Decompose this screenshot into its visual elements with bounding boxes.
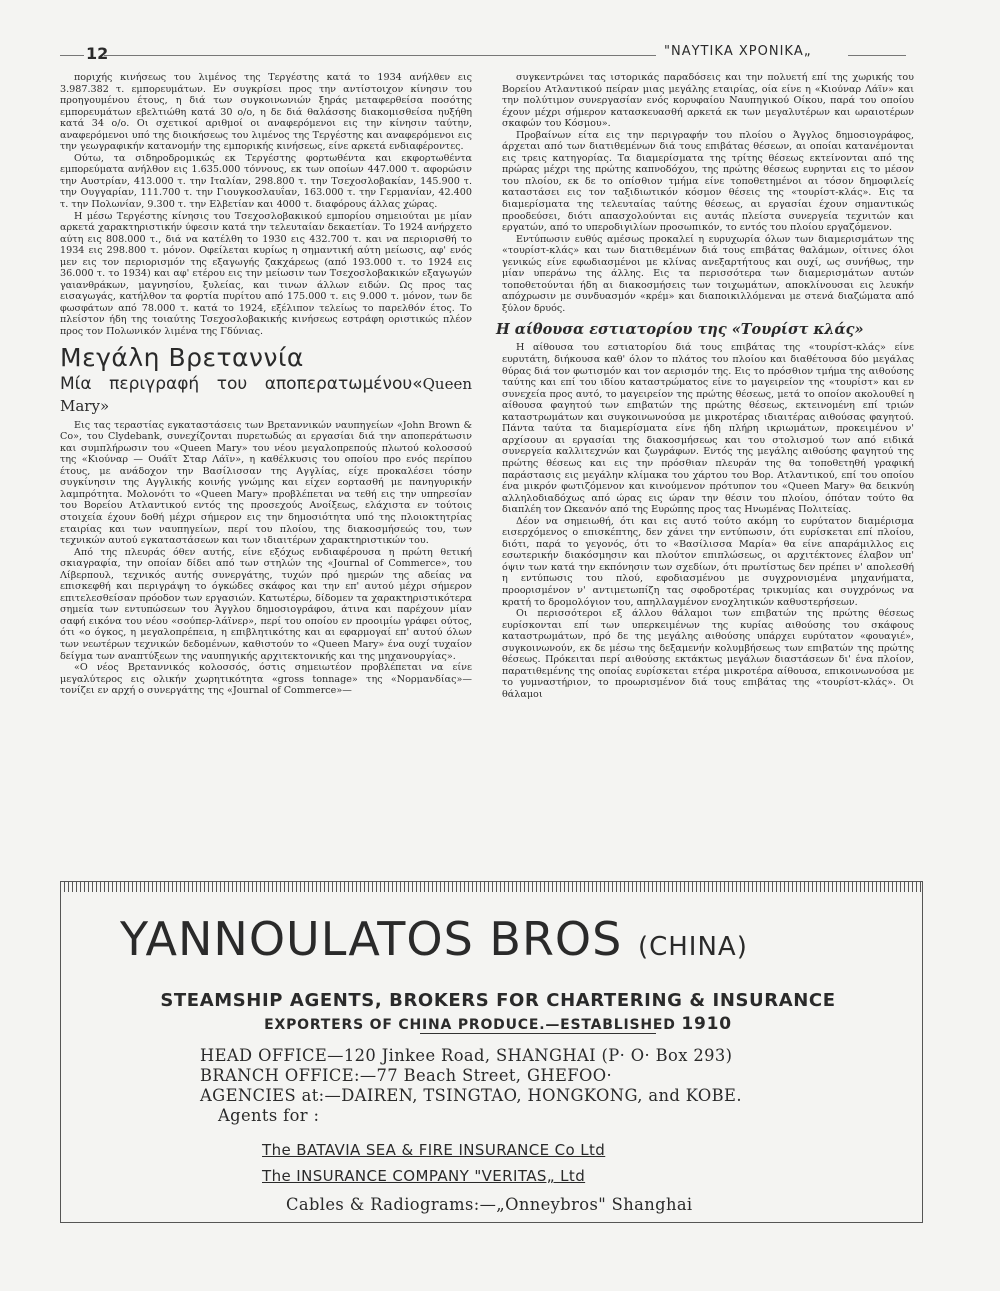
article-paragraph: Προβαίνων είτα εις την περιγραφήν του πλοίου ο Άγγλος δημοσιογράφος, άρχεται από των διατιθεμένων διά τους επιβάτας θέσεων, αι οποίαι κατανέμονται εις τρεις κατηγορίας. Τα διαμερίσματα της τρίτης θέσεως εκτείνονται από της πρώρας μέχρι της πρώτης καπνοδόχου, της πρώτης θέσεως ευρηνται εις το μέσον του πλοίου, εκ δε το οπίσθιον τμήμα είνε τοποθετημένοι αι τόσον δημοφιλείς καταστάσει εις τον ταξιδιωτικόν κόσμον θέσεις της «τουρίστ-κλάς». Εις τα διαμερίσματα της τελευταίας ταύτης θέσεως, αι εργασίαι έχουν σημαντικώς προοδεύσει, διότι απασχολούνται εις αυτάς πλείστα συνεργεία τεχνιτών και εργατών, από το υπεροδιγιλίων προσωπικόν, το εντός του πλοίου εργαζόμενον. [502, 129, 914, 234]
article-paragraph: Οι περισσότεροι εξ άλλου θάλαμοι των επιβατών της πρώτης θέσεως ευρίσκονται επί των υπερκειμένων της κυρίας αιθούσης του σκάφους καταστρωμάτων, πρό δε της μεγάλης αιθούσης υπάρχει ευρύτατον «φουαγιέ», συγκοινωνούν, εκ δε μέσω της δεξαμενήν κολυμβήσεως των επιβατών της πρώτης θέσεως. Πρόκειται περί αιθούσης εκτάκτως μεγάλων διαστάσεων δι' ένα πλοίον, παρατιθεμένης της οποίας ευρίσκεται ετέρα μικροτέρα αίθουσα, επικοινωνούσα με το γυμναστήριον, το προωρισμένον διά τους επιβάτας της «τουρίστ-κλάς». Οι θάλαμοι [502, 608, 914, 700]
ad-agencies: AGENCIES at:—DAIREN, TSINGTAO, HONGKONG, and KOBE. [200, 1086, 742, 1105]
section-subheading [60, 373, 472, 417]
ad-exporters-text: EXPORTERS OF CHINA PRODUCE.—ESTABLISHED [264, 1017, 676, 1033]
journal-title: "ΝΑΥΤΙΚΑ ΧΡΟΝΙΚΑ„ [664, 44, 812, 59]
ad-agents-for: Agents for : [218, 1106, 320, 1125]
section-heading: Μεγάλη Βρεταννία [60, 342, 304, 372]
ad-exporters [88, 1014, 908, 1034]
ad-insurer-veritas: The INSURANCE COMPANY "VERITAS„ Ltd [262, 1167, 586, 1185]
ad-company-suffix: (CHINA) [637, 932, 748, 962]
article-paragraph: Από της πλευράς όθεν αυτής, είνε εξόχως ενδιαφέρουσα η πρώτη θετική σκιαγραφία, την οποίαν δίδει από των στηλών της «Journal of Commerce», του Λίβερπουλ, τεχνικός αυτής συνεργάτης, τυχών πρό ημερών της αδείας να επισκεφθή και περιγράψη το όγκώδες σκάφος και την επ' αυτού μέχρι σήμερον επιτελεσθείσαν πρόοδον των εργασιών. Κατωτέρω, δίδομεν τα χαρακτηριστικότερα σημεία των εντυπώσεων του Άγγλου δημοσιογράφου, άτινα και παρέχουν μίαν σαφή εικόνα του νέου «σούπερ-λάϊνερ», περί του οποίου εν προοιμίω γράφει ούτος, ότι «ο όγκος, η μεγαλοπρέπεια, η επιβλητικότης και αι εφαρμογαί επ' αυτού όλων των νεωτέρων τεχνικών δεδομένων, καθιστούν το «Queen Mary» ένα ουχί τυχαίον δείγμα των αναπτύξεων της ναυπηγικής αρχιτεκτονικής και της μηχανουργίας». [60, 546, 472, 662]
advertisement-stripe-band [60, 881, 923, 892]
header-rule-middle [104, 55, 656, 56]
subheading-ship-name: Queen Mary» [60, 374, 472, 415]
article-paragraph: Η αίθουσα του εστιατορίου διά τους επιβάτας της «τουρίστ-κλάς» είνε ευρυτάτη, διήκουσα καθ' όλον το πλάτος του πλοίου και διαθέτουσα δύο μεγάλας θύρας διά τον φωτισμόν και τον αερισμόν της. Εις το πρόσθιον τμήμα της αιθούσης ταύτης και επί του ιδίου καταστρώματος είνε το μαγειρείον της «τουρίστ» και εν συνεχεία προς αυτό, το μαγειρείον της πρώτης θέσεως, μετά το οποίον ακολουθεί η αίθουσα φαγητού των επιβατών της πρώτης θέσεως, εκτεινομένη επί τριών καταστρωμάτων και συγκοινωνούσα με μικροτέρας ιδιαιτέρας αιθούσας φαγητού. Πάντα ταύτα τα διαμερίσματα είνε ήδη πλήρη ικριωμάτων, προκειμένου ν' αρχίσουν αι εργασίαι της διακοσμήσεως και του στολισμού των από ειδικά συνεργεία καλλιτεχνών και ζωγράφων. Εντός της μεγάλης αιθούσης φαγητού της πρώτης θέσεως και εις την πρόσθιαν πλευράν της θα τοποθετηθή γραφική παράστασις εις μεγάλην κλίμακα του χάρτου του Βορ. Ατλαντικού, επί του οποίου ένα μικρόν φωτιζόμενον και κινούμενον πρότυπον του «Queen Mary» θα δεικνύη αλληλοδιαδόχως από ώρας εις ώραν την θέσιν του πλοίου, όπόταν τούτο θα διαπλέη τον Ωκεανόν από της Ευρώπης προς τας Ηνωμένας Πολιτείας. [502, 342, 914, 516]
page-number: 12 [86, 44, 109, 63]
article-paragraph: Ούτω, τα σιδηροδρομικώς εκ Τεργέστης φορτωθέντα και εκφορτωθέντα εμπορεύματα ανήλθον εις 1.635.000 τόννους, εκ των οποίων 447.000 τ. αφορώσιν την Αυστρίαν, 413.000 τ. την Ιταλίαν, 298.800 τ. την Τσεχοσλοβακίαν, 145.900 τ. την Ουγγαρίαν, 111.700 τ. την Γιουγκοσλαυΐαν, 163.000 τ. την Γερμανίαν, 42.400 τ. την Πολωνίαν, 9.300 τ. την Ελβετίαν και 4000 τ. διαφόρους άλλας χώρας. [60, 152, 472, 211]
subheading-greek: Μία περιγραφή του αποπερατωμένου« [60, 373, 423, 394]
ad-services: STEAMSHIP AGENTS, BROKERS FOR CHARTERING & INSURANCE [160, 990, 836, 1011]
ad-insurer-batavia: The BATAVIA SEA & FIRE INSURANCE Co Ltd [262, 1141, 606, 1159]
article-paragraph: ποριχής κινήσεως του λιμένος της Τεργέστης κατά το 1934 ανήλθεν εις 3.987.382 τ. εμπορευμάτων. Εν συγκρίσει προς την αντίστοιχον κίνησιν του προηγουμένου έτους, η διά των συγκοινωνιών ξηράς μεταφερθείσα ποσότης εμπορευμάτων εβελτιώθη κατά 30 ο/ο, η δε διά θαλάσσης διακομισθείσα ηυξήθη κατά 34 ο/ο. Οι σχετικοί αριθμοί οι αναφερόμενοι εις την κίνησιν ταύτην, αναφερόμενοι υπό της διοικήσεως του λιμένος της Τεργέστης και αναφερόμενοι εις την γεωγραφικήν κατανομήν της εμπορικής κινήσεως, είνε αρκετά ενδιαφέροντες. [60, 72, 472, 153]
article-paragraph: Εις τας τεραστίας εγκαταστάσεις των Βρεταννικών ναυπηγείων «John Brown & Co», του Clydebank, συνεχίζονται πυρετωδώς αι εργασίαι διά την αποπεράτωσιν και συμπλήρωσιν του «Queen Mary» του νέου μεγαλοπρεπούς πλωτού κολοσσού της «Κιούναρ — Ουάϊτ Σταρ Λάϊν», η καθέλκυσις του οποίου προ ενός περίπου έτους, με ανάδοχον την Βασίλισσαν της Αγγλίας, είχε προκαλέσει τόσην συγκίνησιν της Αγγλικής κοινής γνώμης και είχεν εορτασθή με πανηγυρικήν λαμπρότητα. Μολονότι το «Queen Mary» προβλέπεται να τεθή εις την υπηρεσίαν του Βορείου Ατλαντικού εντός της προσεχούς Ανοίξεως, ελάχιστα εν τούτοις στοιχεία έχουν δοθή μέχρι σήμερον εις την δημοσιότητα υπό της πλοιοκτητρίας εταιρίας και των ναυπηγείων, περί του πλοίου, της διακοσμήσεώς του, των τεχνικών αυτού εγκαταστάσεων και των ιδιαιτέρων χαρακτηριστικών του. [60, 419, 472, 547]
ad-cables: Cables & Radiograms:—„Onneybros" Shanghai [286, 1195, 693, 1214]
article-paragraph: Δέον να σημειωθή, ότι και εις αυτό τούτο ακόμη το ευρύτατον διαμέρισμα εισερχόμενος ο επισκέπτης, δεν χάνει την εντύπωσιν, ότι ευρίσκεται επί πλοίου, διότι, παρά το γεγονός, ότι το «Βασίλισσα Μαρία» θα είνε απαράμιλλος εις εσωτερικήν διακόσμησιν και πλούτον επιπλώσεως, οι αρχιτέκτονες έλαβον υπ' όψιν των κατά την εκπόνησιν των σχεδίων, ότι πρωτίστως δεν πρέπει ν' απολεσθή η εντύπωσις του πλού, εφοδιασμένου με συγχρονισμένα μηχανήματα, προορισμένον ν' αντιμετωπίζη τας σφοδροτέρας τρικυμίας και συγχρόνως να κρατή το δρομολόγιον του, απηλλαγμένον ενοχλητικών καθυστερήσεων. [502, 515, 914, 608]
restaurant-heading: Η αίθουσα εστιατορίου της «Τουρίστ κλάς» [496, 321, 864, 339]
ad-underline [420, 1033, 656, 1034]
right-column [496, 72, 914, 700]
ad-company-name [120, 912, 748, 966]
article-paragraph: Η μέσω Τεργέστης κίνησις του Τσεχοσλοβακικού εμπορίου σημειούται με μίαν αρκετά χαρακτηριστικήν ύφεσιν κατά την τελευταίαν δεκαετίαν. Το 1924 ανήρχετο αύτη εις 808.000 τ., διά να κατέλθη το 1930 εις 432.700 τ. και να περιορισθή το 1934 εις 298.800 τ. μόνον. Οφείλεται κυρίως η σημαντική αύτη μείωσις, αφ' ενός μεν εις τον περιορισμόν της εξαγωγής ζακχάρεως (από 193.000 τ. το 1924 εις 36.000 τ. το 1934) και αφ' ετέρου εις την μείωσιν των Τσεχοσλοβακικών εξαγωγών γαιανθράκων, μαγνησίου, ξυλείας, και τινων άλλων ειδών. Ως προς τας εισαγωγάς, κατήλθον τα φορτία πυρίτου από 175.000 τ. εις 9.000 τ. μόνον, των δε φωσφάτων από 78.000 τ. κατά το 1924, εξέλιπον τελείως το παρελθόν έτος. Το πλείστον ήδη της τοιαύτης Τσεχοσλοβακικής κινήσεως εστράφη οριστικώς πλέον προς τον Πολωνικόν λιμένα της Γδύνιας. [60, 210, 472, 338]
article-paragraph: «Ο νέος Βρεταννικός κολοσσός, όστις σημειωτέον προβλέπεται να είνε μεγαλύτερος εις ολικήν χωρητικότητα «gross tonnage» της «Νορμανδίας»— τονίζει εν αρχή ο συνεργάτης της «Journal of Commerce»— [60, 662, 472, 697]
ad-head-office: HEAD OFFICE—120 Jinkee Road, SHANGHAI (P· O· Box 293) [200, 1046, 733, 1065]
header-rule-right [848, 55, 906, 56]
ad-established-year: 1910 [681, 1014, 732, 1034]
left-column [60, 72, 472, 697]
article-paragraph: Εντύπωσιν ευθύς αμέσως προκαλεί η ευρυχωρία όλων των διαμερισμάτων της «τουρίστ-κλάς» και των διατιθεμένων διά τους επιβάτας θαλάμων, οίτινες όλοι γενικώς είνε εφωδιασμένοι με κλίνας ανεξαρτήτους και ουχί, ως συνήθως, την μίαν υπεράνω της άλλης. Εις τα περισσότερα των διαμερισμάτων αυτών τοποθετούνται ήδη αι διακοσμήσεις των τοιχωμάτων, αποκλίνουσαι εις λευκήν απόχρωσιν με συνδυασμόν «κρέμ» και διαποικιλλόμεναι με στενά διαζώματα από ξύλον δρυός. [502, 233, 914, 314]
article-paragraph: συγκεντρώνει τας ιστορικάς παραδόσεις και την πολυετή επί της χωρικής του Βορείου Ατλαντικού πείραν μιας μεγάλης εταιρίας, οία είνε η «Κιούναρ Λάϊν» και την πολύτιμον συνεργασίαν ενός κορυφαίου Ναυπηγικού Οίκου, παρά του οποίου έχουν μέχρι σήμερον κατασκευασθή αρκετά εκ των μεγαλυτέρων και ωραιοτέρων σκαφών του Κόσμου». [502, 72, 914, 130]
ad-company: YANNOULATOS BROS [120, 912, 623, 966]
ad-branch-office: BRANCH OFFICE:—77 Beach Street, GHEFOO· [200, 1066, 613, 1085]
header-rule-left [60, 55, 84, 56]
